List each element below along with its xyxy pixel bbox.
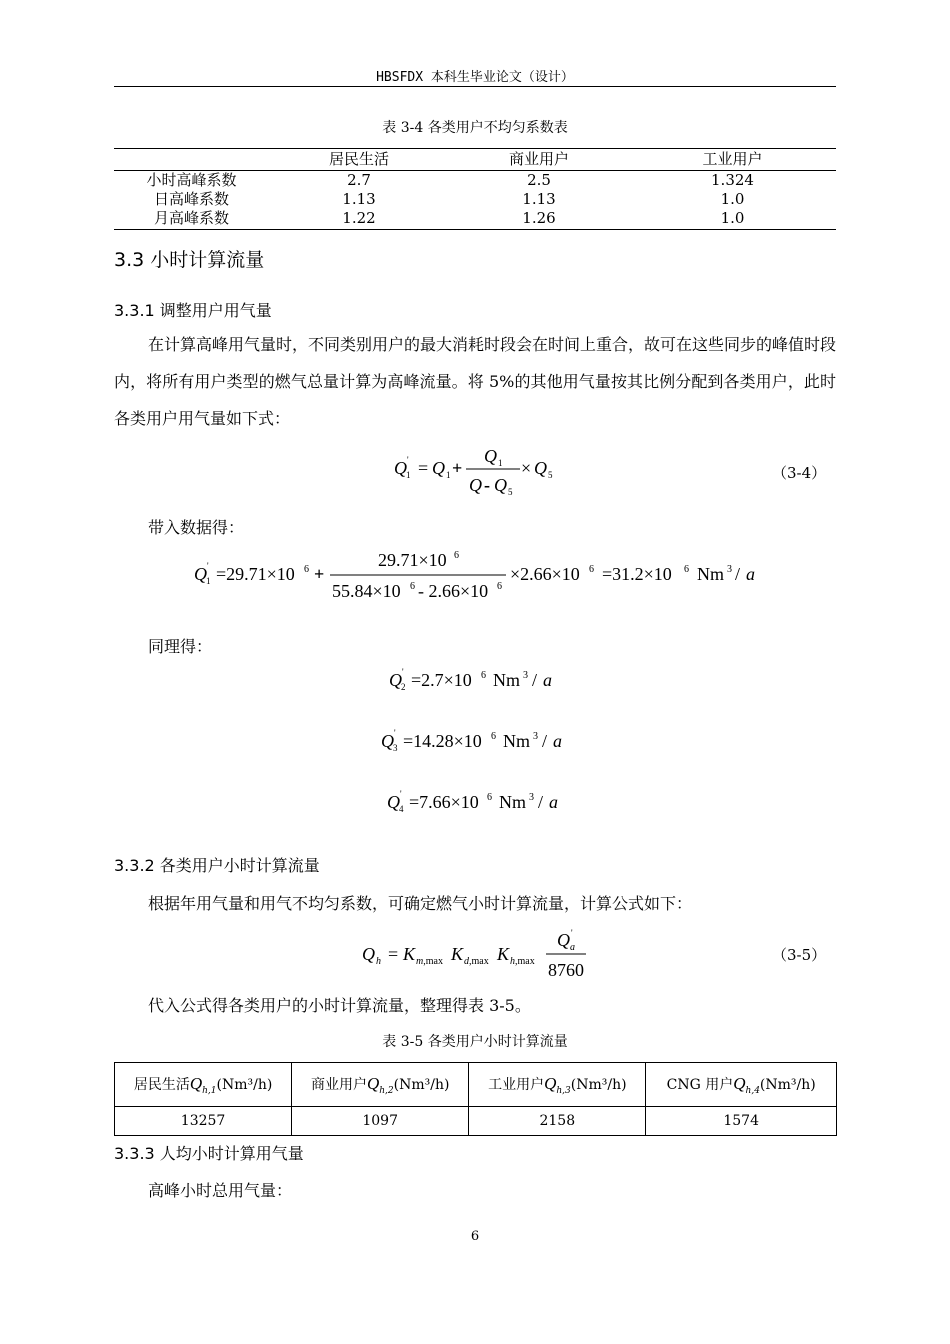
table-3-4: [114, 150, 836, 228]
table-3-4-caption: 表 3-4 各类用户不均匀系数表: [382, 120, 568, 136]
svg-text:3: 3: [533, 731, 538, 742]
svg-text:/: /: [542, 731, 548, 751]
svg-text:Q: Q: [432, 458, 445, 478]
svg-text:/: /: [735, 564, 741, 584]
table-cell: 1.0: [720, 209, 745, 227]
equation-q4: [383, 785, 573, 815]
table-header-cell: [114, 150, 269, 169]
svg-text:/: /: [532, 670, 538, 690]
svg-text:': ': [407, 455, 409, 465]
table-3-5-caption: 表 3-5 各类用户小时计算流量: [382, 1034, 568, 1050]
substitute-text: 带入数据得：: [148, 518, 245, 537]
paragraph-text: 在计算高峰用气量时，不同类别用户的最大消耗时段会在时间上重合，故可在这些同步的峰值时段内，将所有用户类型的燃气总量计算为高峰流量。将 5%的其他用气量按其比例分配到各类用户，此时各类用户用气量如下式：: [114, 335, 837, 428]
table-row: [114, 190, 836, 209]
svg-text:+: +: [452, 458, 463, 478]
table-header-cell: 工业用户$Q_{h,3}(Nm^3/h)$: [469, 1063, 646, 1107]
equation-q1-substituted: [190, 545, 770, 607]
table-cell: 日高峰系数: [153, 190, 229, 208]
svg-text:=: =: [388, 944, 399, 964]
svg-text:Q: Q: [534, 458, 547, 478]
svg-text:a: a: [549, 792, 558, 812]
page-header: HBSFDX 本科生毕业论文（设计）: [376, 70, 574, 85]
svg-text:6: 6: [410, 581, 415, 592]
svg-text:5: 5: [508, 487, 513, 497]
svg-text:+: +: [314, 564, 325, 584]
svg-text:h: h: [376, 956, 381, 967]
after-equation-text: 代入公式得各类用户的小时计算流量，整理得表 3-5。: [148, 996, 531, 1015]
svg-text:K: K: [403, 944, 416, 964]
table-cell: 2.7: [347, 171, 371, 189]
svg-text:a: a: [746, 564, 755, 584]
svg-text:6: 6: [491, 731, 496, 742]
table-cell: 2158: [469, 1107, 646, 1136]
svg-text:=31.2×10: =31.2×10: [602, 564, 672, 584]
table-cell: 1.22: [342, 209, 376, 227]
section-3-3-3-text: 高峰小时总用气量：: [148, 1181, 293, 1200]
svg-text:Q: Q: [381, 731, 394, 751]
table-cell: 月高峰系数: [153, 209, 229, 227]
svg-text:3: 3: [529, 792, 534, 803]
table-cell: 1.0: [720, 190, 745, 208]
svg-text:×: ×: [521, 458, 532, 478]
equation-3-5-number: （3-5）: [772, 946, 827, 964]
table-cell: 1.13: [522, 190, 556, 208]
section-3-3-title: 3.3 小时计算流量: [114, 249, 265, 271]
svg-text:K: K: [497, 944, 510, 964]
svg-text:': ': [400, 789, 402, 799]
svg-text:Nm: Nm: [697, 564, 724, 584]
page-number: 6: [470, 1229, 480, 1244]
table-cell: 1097: [292, 1107, 469, 1136]
svg-text:Q: Q: [494, 475, 507, 495]
svg-text:6: 6: [684, 564, 689, 575]
svg-text:-: -: [484, 475, 490, 495]
table-cell: 2.5: [527, 171, 551, 189]
svg-text:/: /: [538, 792, 544, 812]
table-cell: 1.26: [522, 209, 556, 227]
table-cell: 1.13: [342, 190, 376, 208]
svg-text:- 2.66×10: - 2.66×10: [418, 581, 489, 601]
paragraph-3-3-2: 根据年用气量和用气不均匀系数，可确定燃气小时计算流量，计算公式如下：: [148, 894, 693, 913]
svg-text:1: 1: [206, 576, 211, 586]
svg-text:1: 1: [498, 458, 503, 468]
table-cell: 13257: [115, 1107, 292, 1136]
svg-text:a: a: [553, 731, 562, 751]
svg-text:29.71×10: 29.71×10: [378, 550, 447, 570]
svg-text:a: a: [543, 670, 552, 690]
table-header-row: [114, 150, 836, 169]
table-row: [114, 209, 836, 228]
svg-text:Q: Q: [557, 930, 570, 950]
svg-text:Q: Q: [469, 475, 482, 495]
svg-text:Nm: Nm: [493, 670, 520, 690]
svg-text:6: 6: [589, 564, 594, 575]
svg-text:Q: Q: [387, 792, 400, 812]
table-3-5: [114, 1062, 837, 1136]
svg-text:h,max: h,max: [510, 956, 535, 967]
svg-text:': ': [207, 561, 209, 571]
table-header-cell: 居民生活: [328, 150, 389, 168]
table-row: [115, 1107, 837, 1136]
svg-text:': ': [571, 928, 573, 938]
equation-3-5: [358, 924, 598, 984]
table-cell: 1.324: [711, 171, 754, 189]
table-cell: 小时高峰系数: [146, 171, 237, 189]
svg-text:6: 6: [487, 792, 492, 803]
svg-text:6: 6: [454, 550, 459, 561]
similar-text: 同理得：: [148, 637, 213, 656]
svg-text:8760: 8760: [548, 960, 584, 980]
equation-q3: [377, 724, 577, 754]
table-row: [114, 171, 836, 190]
table-bottom-rule: [114, 229, 836, 230]
equation-3-4: [390, 440, 570, 500]
svg-text:Nm: Nm: [503, 731, 530, 751]
svg-text:=29.71×10: =29.71×10: [216, 564, 295, 584]
svg-text:6: 6: [304, 564, 309, 575]
equation-q2: [385, 663, 575, 693]
svg-text:Q: Q: [484, 446, 497, 466]
svg-text:2: 2: [401, 682, 406, 692]
table-header-cell: 商业用户: [508, 150, 569, 168]
header-rule: [114, 86, 836, 87]
svg-text:Q: Q: [194, 564, 207, 584]
svg-text:1: 1: [406, 470, 411, 480]
svg-text:1: 1: [446, 470, 451, 480]
svg-text:6: 6: [481, 670, 486, 681]
svg-text:3: 3: [393, 743, 398, 753]
svg-text:Q: Q: [362, 944, 375, 964]
table-header-cell: 工业用户: [702, 150, 763, 168]
svg-text:3: 3: [523, 670, 528, 681]
section-3-3-2-title: 3.3.2 各类用户小时计算流量: [114, 856, 320, 875]
svg-text:a: a: [570, 942, 575, 953]
svg-text:Nm: Nm: [499, 792, 526, 812]
paragraph-3-3-1: [114, 326, 836, 437]
svg-text:m,max: m,max: [416, 956, 443, 967]
svg-text:=: =: [418, 458, 429, 478]
svg-text:55.84×10: 55.84×10: [332, 581, 401, 601]
svg-text:=2.7×10: =2.7×10: [411, 670, 472, 690]
svg-text:': ': [394, 728, 396, 738]
table-header-cell: 商业用户$Q_{h,2}(Nm^3/h)$: [292, 1063, 469, 1107]
svg-text:=7.66×10: =7.66×10: [409, 792, 479, 812]
table-header-cell: 居民生活$Q_{h,1}(Nm^3/h)$: [115, 1063, 292, 1107]
svg-text:6: 6: [497, 581, 502, 592]
table-header-row: [115, 1063, 837, 1107]
svg-text:×2.66×10: ×2.66×10: [510, 564, 580, 584]
section-3-3-1-title: 3.3.1 调整用户用气量: [114, 301, 272, 320]
svg-text:d,max: d,max: [464, 956, 489, 967]
svg-text:Q: Q: [389, 670, 402, 690]
table-header-cell: CNG 用户$Q_{h,4}(Nm^3/h)$: [646, 1063, 837, 1107]
svg-text:5: 5: [548, 470, 553, 480]
section-3-3-3-title: 3.3.3 人均小时计算用气量: [114, 1144, 304, 1163]
svg-text:3: 3: [727, 564, 732, 575]
svg-text:=14.28×10: =14.28×10: [403, 731, 482, 751]
svg-text:': ': [402, 667, 404, 677]
equation-3-4-number: （3-4）: [772, 464, 827, 482]
svg-text:Q: Q: [394, 458, 407, 478]
svg-text:K: K: [451, 944, 464, 964]
svg-text:4: 4: [399, 804, 404, 814]
table-top-rule: [114, 148, 836, 149]
table-cell: 1574: [646, 1107, 837, 1136]
